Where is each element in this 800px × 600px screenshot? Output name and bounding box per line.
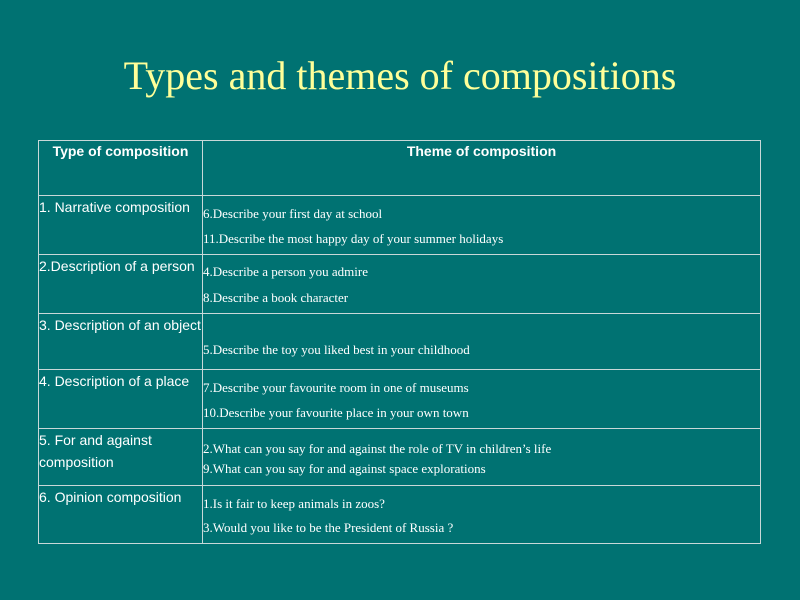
table-row (39, 370, 761, 429)
header-type: Type of composition (39, 141, 203, 196)
type-cell: 4. Description of a place (39, 370, 203, 429)
table-row (39, 255, 761, 314)
slide-title: Types and themes of compositions (123, 53, 677, 98)
theme-cell (203, 429, 761, 486)
table-row (39, 196, 761, 255)
theme-item: 3.Would you like to be the President of Russia ? (203, 520, 454, 535)
theme-item: 4.Describe a person you admire (203, 264, 368, 279)
type-cell: 2.Description of a person (39, 255, 203, 314)
theme-item: 6.Describe your first day at school (203, 206, 383, 221)
theme-cell (203, 255, 761, 314)
theme-cell (203, 314, 761, 370)
table-row (39, 429, 761, 486)
theme-item: 7.Describe your favourite room in one of museums (203, 380, 469, 395)
type-cell: 5. For and against composition (39, 429, 203, 486)
header-theme: Theme of composition (203, 141, 761, 196)
theme-cell (203, 196, 761, 255)
theme-item: 11.Describe the most happy day of your summer holidays (203, 231, 504, 246)
table-row (39, 314, 761, 370)
theme-item: 2.What can you say for and against the role of TV in children’s life (203, 441, 552, 456)
theme-item: 5.Describe the toy you liked best in your childhood (203, 342, 470, 357)
theme-item: 8.Describe a book character (203, 290, 349, 305)
table-row (39, 486, 761, 544)
theme-item: 1.Is it fair to keep animals in zoos? (203, 496, 385, 511)
theme-item: 9.What can you say for and against space explorations (203, 461, 486, 476)
type-cell: 6. Opinion composition (39, 486, 203, 544)
table-header-row (39, 141, 761, 196)
theme-item: 10.Describe your favourite place in your own town (203, 405, 469, 420)
type-cell: 1. Narrative composition (39, 196, 203, 255)
theme-cell (203, 486, 761, 544)
compositions-table (38, 140, 761, 544)
type-cell: 3. Description of an object (39, 314, 203, 370)
theme-cell (203, 370, 761, 429)
